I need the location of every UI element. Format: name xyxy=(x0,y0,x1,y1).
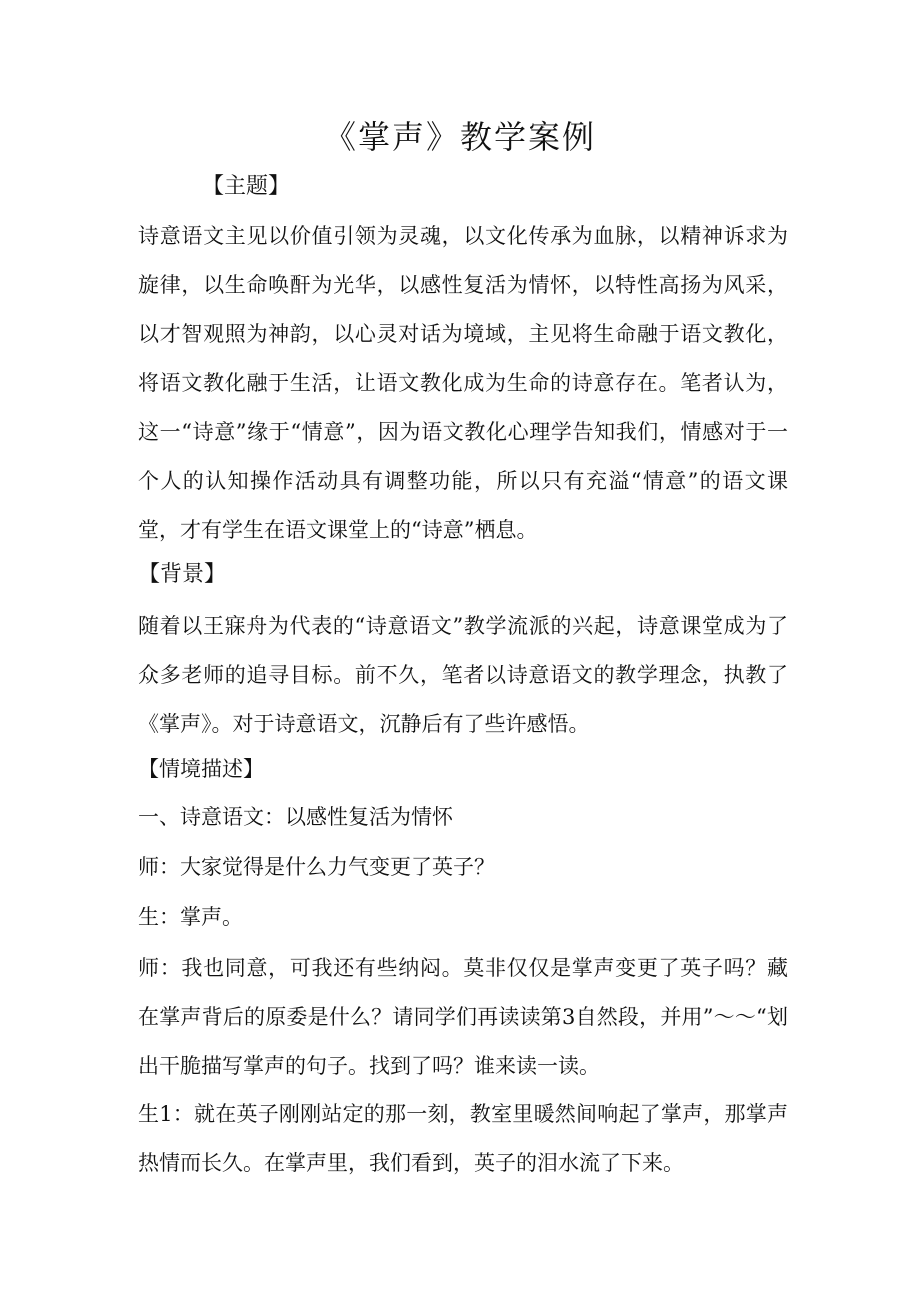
background-paragraph: 随着以王寐舟为代表的“诗意语文”教学流派的兴起，诗意课堂成为了众多老师的追寻目标。前不久，笔者以诗意语文的教学理念，执教了《掌声》。对于诗意语文，沉静后有了些许感悟。 xyxy=(138,614,788,736)
theme-paragraph: 诗意语文主见以价值引领为灵魂，以文化传承为血脉，以精神诉求为旋律，以生命唤酐为光华，以感性复活为情怀，以特性高扬为风采，以才智观照为神韵，以心灵对话为境域，主见将生命融于语文教化，将语文教化融于生活，让语文教化成为生命的诗意存在。笔者认为，这一“诗意”缘于“情意”，因为语文教化心理学告知我们，情感对于一个人的认知操作活动具有调整功能，所以只有充溢“情意”的语文课堂，才有学生在语文课堂上的“诗意”栖息。 xyxy=(138,224,788,542)
dialogue-line-2: 生：掌声。 xyxy=(138,905,243,929)
scenario-heading: 【情境描述】 xyxy=(138,757,264,781)
document-title: 《掌声》教学案例 xyxy=(323,118,596,156)
dialogue-line-1: 师：大家觉得是什么力气变更了英子？ xyxy=(138,855,495,879)
dialogue-line-4: 生1：就在英子刚刚站定的那一刻，教室里暖然间响起了掌声，那掌声热情而长久。在掌声里，我们看到，英子的泪水流了下来。 xyxy=(138,1102,788,1175)
dialogue-line-3: 师：我也同意，可我还有些纳闷。莫非仅仅是掌声变更了英子吗？藏在掌声背后的原委是什么？请同学们再读读第3自然段，并用”～～“划出干脆描写掌声的句子。找到了吗？谁来读一读。 xyxy=(138,956,788,1078)
theme-heading: 【主题】 xyxy=(202,174,291,199)
background-heading: 【背景】 xyxy=(138,562,227,587)
scenario-subheading: 一、诗意语文：以感性复活为情怀 xyxy=(138,805,453,829)
